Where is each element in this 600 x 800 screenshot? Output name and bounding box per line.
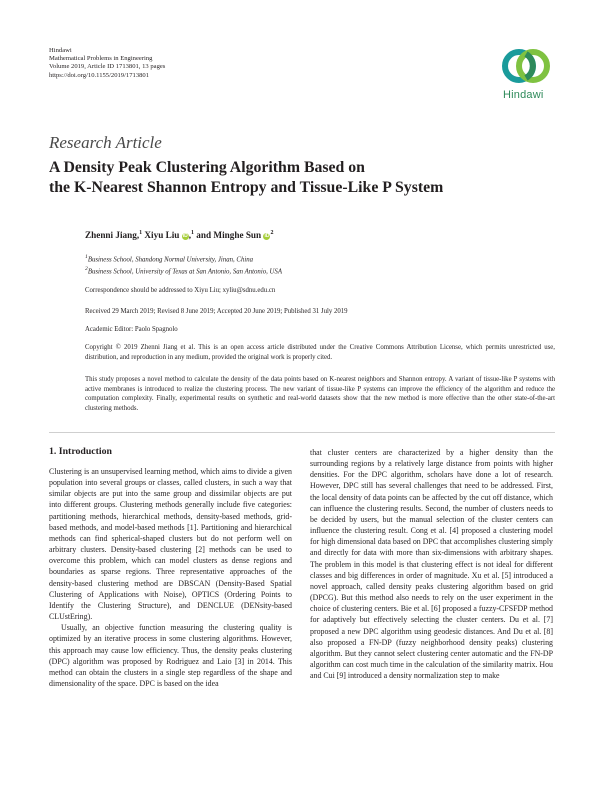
body-paragraph: that cluster centers are characterized by a higher density than the surrounding regions by a relatively large distance from points with higher densities. For the DPC algorithm, scholars have done a lot of research. However, DPC still has several challenges that need to be addressed. First, the local density of data points can be affected by the cut off distance, which can influence the clustering results. Second, the number of clusters needs to be decided by users, but the manual selection of the cluster centers can influence the clustering result. Cong et al. [4] proposed a clustering model for high dimensional data based on DPC that accomplishes clustering simply and directly for data with more than six-dimensions with arbitrary shapes. The problem in this model is that clustering effect is not ideal for different classes and big differences in order of magnitude. Xu et al. [5] introduced a novel approach, called density peaks clustering algorithm based on grid (DPCG). But this method also needs to rely on the user experiment in the choice of clustering centers. Bie et al. [6] proposed a fuzzy-CFSFDP method for adaptively but effectively selecting the cluster centers. Du et al. [7] proposed a new DPC algorithm using geodesic distances. And Du et al. [8] also proposed a FN-DP (fuzzy neighborhood density peaks) clustering algorithm. But they cannot select clustering center automatic and the FN-DP algorithm can cost much time in the calculation of the similarity matrix. Hou and Cui [9] introduced a density normalization step to make — [310, 448, 553, 681]
journal-name: Mathematical Problems in Engineering — [49, 55, 153, 63]
author-list — [85, 230, 273, 240]
body-column-left — [49, 466, 292, 689]
volume-info: Volume 2019, Article ID 1713801, 13 pages — [49, 63, 166, 71]
hindawi-wordmark: Hindawi — [503, 89, 544, 101]
publication-dates: Received 29 March 2019; Revised 8 June 2019; Accepted 20 June 2019; Published 31 July 2019 — [85, 308, 348, 315]
author-separator: , — [188, 230, 191, 241]
affiliation-text: Business School, University of Texas at San Antonio, San Antonio, USA — [87, 268, 282, 276]
affiliation — [85, 265, 282, 276]
hindawi-logo — [497, 44, 557, 101]
author-affiliation-mark: 1 — [191, 230, 194, 236]
orcid-icon[interactable]: iD — [264, 233, 270, 240]
affiliation-text: Business School, Shandong Normal University, Jinan, China — [87, 256, 254, 264]
doi-link[interactable]: https://doi.org/10.1155/2019/1713801 — [49, 71, 150, 79]
author-name[interactable]: and Minghe Sun — [196, 230, 262, 241]
body-paragraph: Clustering is an unsupervised learning method, which aims to divide a given population into several groups or classes, called clusters, in such a way that similar objects are put into the same group and dissimilar objects are put into different groups. Clustering methods generally include five categories: partitioning methods, hierarchical methods, density-based methods, grid-based methods, and model-based methods [1]. Partitioning and hierarchical methods can find spherical-shaped clusters but do not perform well on arbitrary clusters. Density-based clustering [2] methods can be used to overcome this problem, which can model clusters as dense regions and boundaries as sparse regions. Three representative approaches of the density-based clustering method are DBSCAN (Density-Based Spatial Clustering of Applications with Noise), OPTICS (Ordering Points to Identify the Clustering Structure), and DENCLUE (DENsity-based CLUstEring). — [49, 467, 292, 622]
abstract: This study proposes a novel method to calculate the density of the data points based on K-nearest neighbors and Shannon entropy. A variant of tissue-like P systems with active membranes is introduced to realize the clustering process. The new variant of tissue-like P systems can improve the efficiency of the algorithm and reduce the computation complexity. Finally, experimental results on synthetic and real-world datasets show that the new method is more effective than the other state-of-the-art clustering methods. — [85, 376, 555, 412]
body-paragraph: Usually, an objective function measuring the clustering quality is optimized by an iterative process in some clustering algorithms. However, this approach may cause low efficiency. Thus, the density peaks clustering (DPC) algorithm was proposed by Rodriguez and Laio [3] in 2014. This method can obtain the clusters in a single step regardless of the shape and dimensionality of the space. DPC is based on the idea — [49, 623, 292, 688]
article-type: Research Article — [49, 133, 162, 152]
article-title — [49, 158, 569, 198]
author-affiliation-mark: 2 — [270, 230, 274, 236]
title-line-1: A Density Peak Clustering Algorithm Based on — [49, 159, 365, 176]
author-name[interactable]: Xiyu Liu — [144, 230, 180, 241]
journal-header — [49, 47, 165, 80]
affiliation — [85, 253, 253, 264]
academic-editor: Academic Editor: Paolo Spagnolo — [85, 326, 178, 333]
author-name[interactable]: Zhenni Jiang, — [85, 230, 140, 241]
author-affiliation-mark: 1 — [139, 230, 143, 236]
correspondence: Correspondence should be addressed to Xiyu Liu; xyliu@sdnu.edu.cn — [85, 287, 276, 294]
affiliation-number: 1 — [85, 254, 88, 260]
body-column-right — [310, 447, 553, 681]
hindawi-logo-icon — [497, 44, 557, 88]
section-divider — [49, 432, 555, 433]
copyright-notice: Copyright © 2019 Zhenni Jiang et al. This is an open access article distributed under the Creative Commons Attribution License, which permits unrestricted use, distribution, and reproduction in any medium, provided the original work is properly cited. — [85, 344, 555, 361]
orcid-icon[interactable]: iD — [182, 233, 188, 240]
affiliation-number: 2 — [85, 266, 88, 272]
section-heading: 1. Introduction — [49, 446, 112, 457]
publisher-name: Hindawi — [49, 47, 72, 54]
title-line-2: the K-Nearest Shannon Entropy and Tissue-Like P System — [49, 179, 444, 196]
